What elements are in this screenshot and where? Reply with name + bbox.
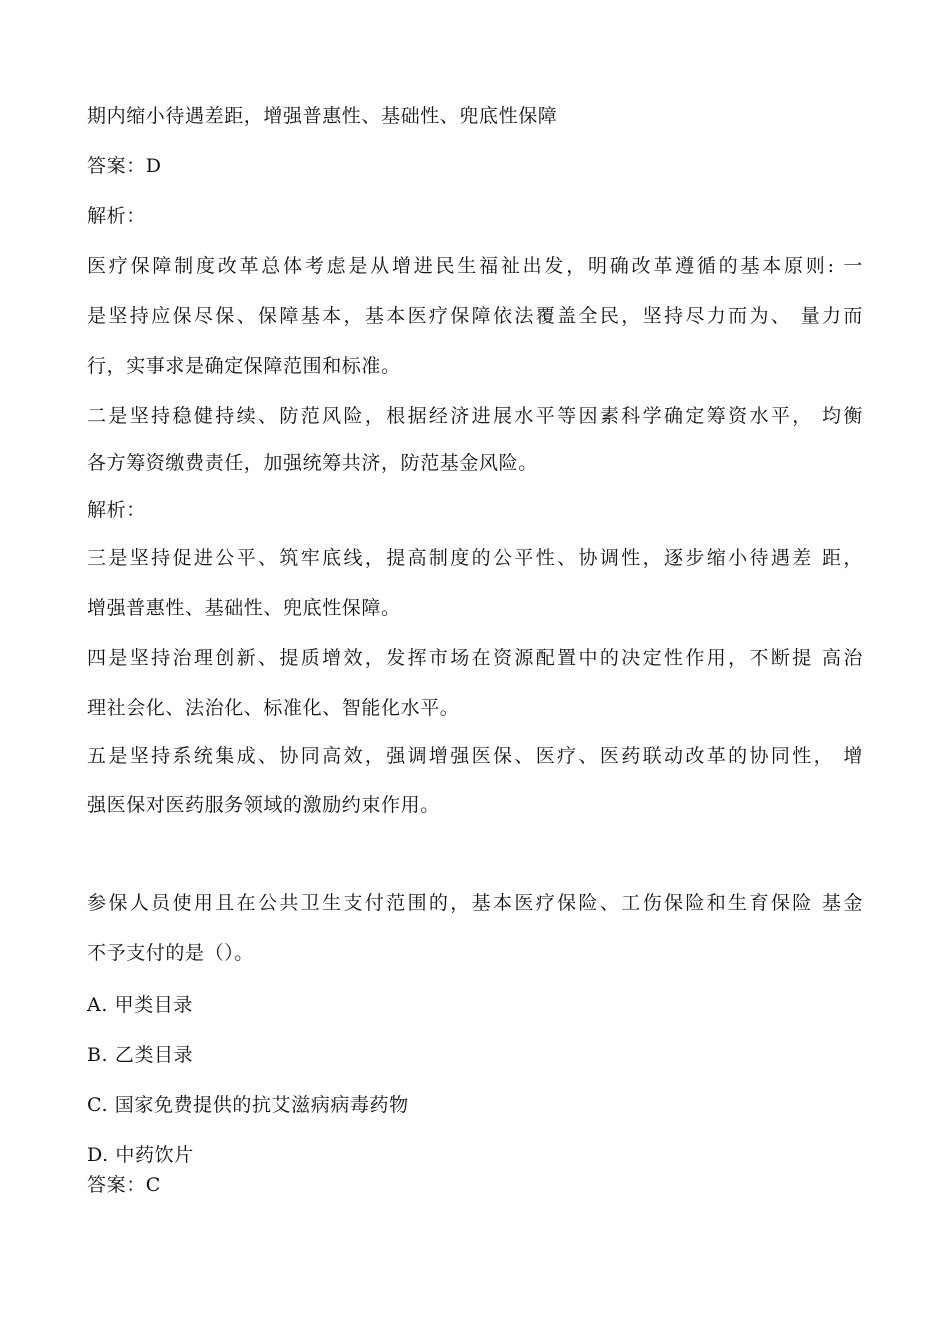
answer-line: 答案：D [87, 155, 162, 177]
text-line: 二是坚持稳健持续、防范风险，根据经济进展水平等因素科学确定筹资水平， 均衡 [87, 405, 863, 427]
analysis-heading: 解析： [87, 205, 146, 227]
text-line: 理社会化、法治化、标准化、智能化水平。 [87, 697, 460, 719]
question-text: 不予支付的是（）。 [87, 942, 254, 964]
text-line: 增强普惠性、基础性、兜底性保障。 [87, 597, 401, 619]
text-line: 行，实事求是确定保障范围和标准。 [87, 355, 401, 377]
answer-line: 答案：C [87, 1174, 161, 1196]
option-b: B. 乙类目录 [87, 1044, 194, 1066]
text-line: 强医保对医药服务领域的激励约束作用。 [87, 794, 440, 816]
text-line: 四是坚持治理创新、提质增效，发挥市场在资源配置中的决定性作用，不断提 高治 [87, 647, 863, 669]
text-line: 三是坚持促进公平、筑牢底线，提高制度的公平性、协调性，逐步缩小待遇差 距， [87, 547, 863, 569]
option-c: C. 国家免费提供的抗艾滋病病毒药物 [87, 1094, 409, 1116]
text-line: 医疗保障制度改革总体考虑是从增进民生福祉出发，明确改革遵循的基本原则: 一 [87, 255, 863, 277]
text-line: 五是坚持系统集成、协同高效，强调增强医保、医疗、医药联动改革的协同性， 增 [87, 745, 863, 767]
option-d: D. 中药饮片 [87, 1144, 194, 1166]
option-a: A. 甲类目录 [87, 994, 194, 1016]
text-line: 期内缩小待遇差距，增强普惠性、基础性、兜底性保障 [87, 105, 558, 127]
question-text: 参保人员使用且在公共卫生支付范围的，基本医疗保险、工伤保险和生育保险 基金 [87, 892, 863, 914]
text-line: 是坚持应保尽保、保障基本，基本医疗保障依法覆盖全民，坚持尽力而为、 量力而 [87, 305, 863, 327]
analysis-heading: 解析： [87, 499, 146, 521]
text-line: 各方筹资缴费责任，加强统筹共济，防范基金风险。 [87, 452, 538, 474]
